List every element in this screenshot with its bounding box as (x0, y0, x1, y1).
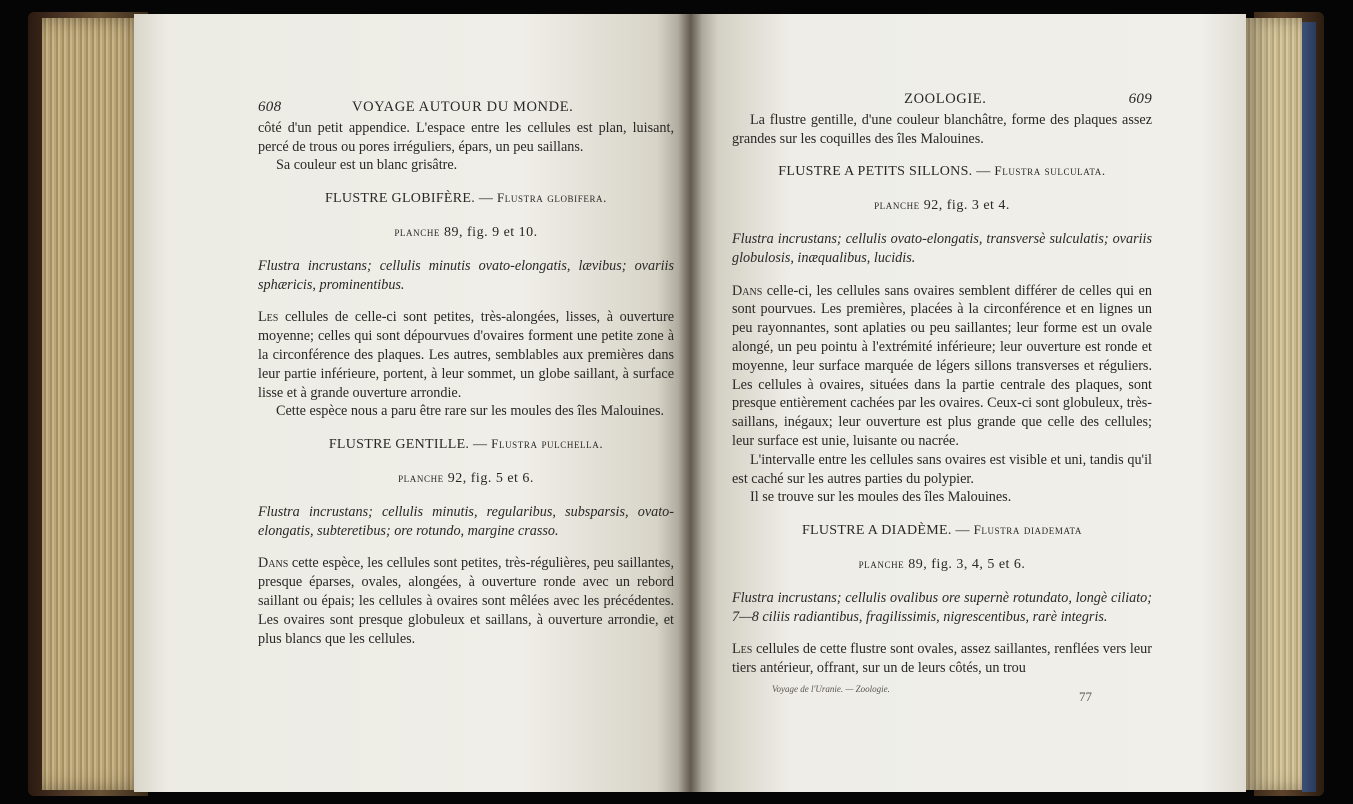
plate-label: planche (874, 197, 920, 213)
section-title: FLUSTRE GLOBIFÈRE. — (324, 191, 494, 207)
left-running-head (258, 98, 674, 117)
latin-diagnosis: Flustra incrustans; cellulis ovalibus ore supernè rotundato, longè ciliato; 7—8 ciliis radiantibus, fragilissimis, nigrescentibus, rarè integris. (732, 589, 1152, 625)
initial-word: Dans (258, 555, 289, 572)
latin-name: Flustra diademata (973, 522, 1083, 538)
plate-label: planche (858, 555, 905, 571)
plate-label: planche (398, 469, 444, 485)
right-running-head (732, 90, 1152, 109)
description-text: cette espèce, les cellules sont petites, très-régulières, peu saillantes, presque éparses, ovales, alongées, à ouverture ronde avec un rebord saillant ou épais; les cellules à ovaires sont mêlées avec les précédentes. Les ovaires sont presque globuleux et saillans, à ouverture arrondie, et plus blancs que les cellules. (258, 555, 674, 647)
habitat-paragraph: Cette espèce nous a paru être rare sur les moules des îles Malouines. (276, 403, 665, 420)
description-text: celle-ci, les cellules sans ovaires semblent différer de celles qui en sont pourvues. Les premières, placées à la circonférence et en lignes un peu rayonnantes, sont aplaties ou peu saillantes; leur forme est un ovale alongé, un peu pointu à l'extrémité inférieure; leur ouverture est ronde et moyenne, leur surface marquée de légers sillons transverses et réguliers. Les cellules à ovaires, situées dans la partie centrale des plaques, sont presque entièrement cachées par les ovaires. Ceux-ci sont globuleux, très-saillans, inégaux; leur ouverture est plus grande que celle des cellules; leur surface est unie, luisante ou nacrée. (732, 282, 1152, 449)
plate-figures: 89, fig. 9 et 10. (444, 224, 538, 240)
latin-diagnosis: Flustra incrustans; cellulis ovato-elongatis, transversè sulculatis; ovariis globulosis, inæqualibus, lucidis. (732, 230, 1152, 266)
plate-figures: 92, fig. 3 et 4. (923, 198, 1010, 214)
signature-mark: 77 (1079, 688, 1092, 704)
page-footer (732, 680, 1152, 707)
page-edges-right (1246, 18, 1302, 790)
latin-diagnosis: Flustra incrustans; cellulis minutis, regularibus, subsparsis, ovato-elongatis, subteretibus; ore rotundo, margine crasso. (258, 503, 674, 539)
initial-word: Les (258, 309, 279, 326)
cover-spine-strip (1302, 22, 1316, 792)
description-text: cellules de celle-ci sont petites, très-alongées, lisses, à ouverture moyenne; celles qui sont dépourvues d'ovaires forment une petite zone à la circonférence des plaques. Les autres, semblables aux premières dans leur partie inférieure, portent, à leur sommet, un globe saillant, à surface lisse et à grande ouverture arrondie. (258, 309, 674, 401)
section-title: FLUSTRE GENTILLE. — (328, 437, 488, 453)
plate-reference (732, 196, 1152, 216)
section-title: FLUSTRE A DIADÈME. — (801, 523, 970, 539)
page-number: 608 (258, 99, 282, 115)
initial-word: Dans (732, 282, 763, 299)
plate-reference (258, 469, 674, 489)
initial-word: Les (732, 641, 753, 658)
paragraph: Sa couleur est un blanc grisâtre. (276, 157, 458, 174)
description-text: cellules de cette flustre sont ovales, assez saillantes, renflées vers leur tiers antérieur, offrant, sur un de leurs côtés, un trou (732, 641, 1152, 677)
plate-reference (258, 223, 674, 243)
book (28, 8, 1324, 798)
page-edges-left (42, 18, 146, 790)
section-heading (732, 162, 1152, 182)
right-page (690, 14, 1246, 792)
latin-name: Flustra sulculata. (994, 163, 1106, 179)
paragraph: côté d'un petit appendice. L'espace entre les cellules est plan, luisant, percé de trous ou pores irréguliers, épars, un peu saillans. (258, 119, 674, 155)
paragraph: L'intervalle entre les cellules sans ovaires est visible et uni, tandis qu'il est caché sur les autres parties du polypier. (732, 451, 1152, 487)
right-page-text (732, 90, 1152, 707)
left-page-text (258, 98, 674, 648)
footer-note: Voyage de l'Uranie. — Zoologie. (772, 683, 890, 694)
latin-name: Flustra pulchella. (491, 436, 604, 452)
section-heading (258, 189, 674, 209)
plate-figures: 89, fig. 3, 4, 5 et 6. (908, 556, 1026, 572)
description-paragraph (732, 282, 1152, 451)
section-heading (732, 521, 1152, 541)
book-gutter (678, 14, 702, 792)
paragraph: La flustre gentille, d'une couleur blanchâtre, forme des plaques assez grandes sur les coquilles des îles Malouines. (732, 111, 1152, 147)
latin-name: Flustra globifera. (496, 190, 608, 206)
section-heading (258, 435, 674, 455)
page-number: 609 (1128, 91, 1152, 107)
plate-reference (732, 555, 1152, 575)
description-paragraph (258, 308, 674, 402)
habitat-paragraph: Il se trouve sur les moules des îles Malouines. (750, 489, 1012, 506)
running-title: ZOOLOGIE. (904, 91, 987, 107)
left-page (134, 14, 690, 792)
plate-figures: 92, fig. 5 et 6. (447, 470, 534, 486)
description-paragraph (732, 640, 1152, 678)
plate-label: planche (394, 223, 441, 239)
latin-diagnosis: Flustra incrustans; cellulis minutis ovato-elongatis, lævibus; ovariis sphæricis, prominentibus. (258, 257, 674, 293)
description-paragraph (258, 554, 674, 648)
running-title: VOYAGE AUTOUR DU MONDE. (352, 99, 574, 115)
section-title: FLUSTRE A PETITS SILLONS. — (778, 164, 991, 180)
